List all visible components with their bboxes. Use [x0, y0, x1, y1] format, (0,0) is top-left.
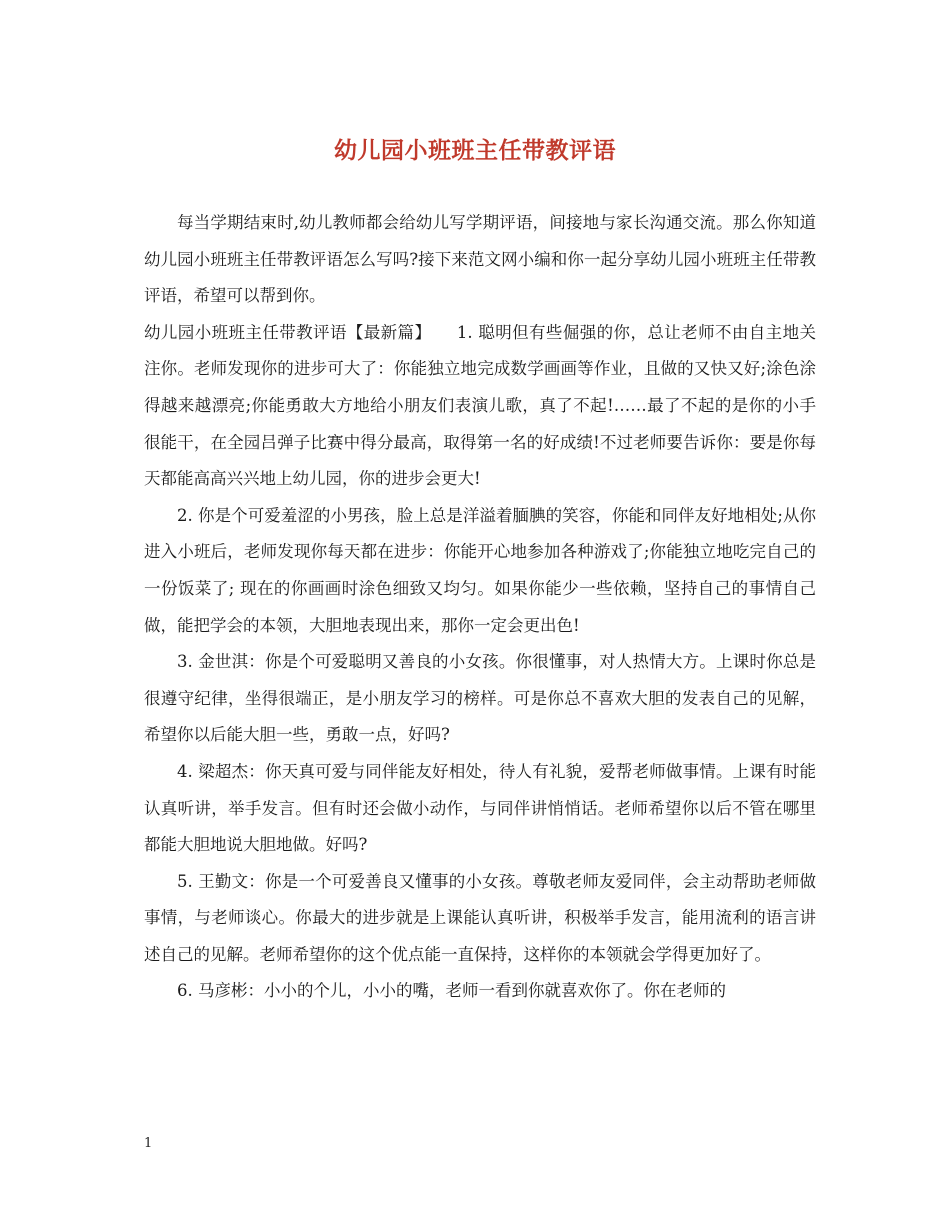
comment-paragraph-1: 幼儿园小班班主任带教评语【最新篇】 1. 聪明但有些倔强的你，总让老师不由自主地关注你。老师发现你的进步可大了：你能独立地完成数学画画等作业，且做的又快又好;涂色涂得越来越漂亮;你能勇敢大方地给小朋友们表演儿歌，真了不起!……最了不起的是你的小手很能干，在全园吕弹子比赛中得分最高，取得第一名的好成绩!不过老师要告诉你：要是你每天都能高高兴兴地上幼儿园，你的进步会更大!: [144, 322, 816, 489]
comment-paragraph-4: 4. 梁超杰：你天真可爱与同伴能友好相处，待人有礼貌，爱帮老师做事情。上课有时能认真听讲，举手发言。但有时还会做小动作，与同伴讲悄悄话。老师希望你以后不管在哪里都能大胆地说大胆地做。好吗?: [144, 761, 816, 855]
document-body: [144, 205, 816, 1010]
page-number: 1: [144, 1136, 153, 1151]
comment-paragraph-2: 2. 你是个可爱羞涩的小男孩，脸上总是洋溢着腼腆的笑容，你能和同伴友好地相处;从你进入小班后，老师发现你每天都在进步：你能开心地参加各种游戏了;你能独立地吃完自己的一份饭菜了; 现在的你画画时涂色细致又均匀。如果你能少一些依赖，坚持自己的事情自己做，能把学会的本领，大胆地表现出来，那你一定会更出色!: [144, 505, 816, 635]
comment-paragraph-6: 6. 马彦彬：小小的个儿，小小的嘴，老师一看到你就喜欢你了。你在老师的: [177, 981, 726, 1001]
comment-paragraph-5: 5. 王勤文：你是一个可爱善良又懂事的小女孩。尊敬老师友爱同伴，会主动帮助老师做事情，与老师谈心。你最大的进步就是上课能认真听讲，积极举手发言，能用流利的语言讲述自己的见解。老师希望你的这个优点能一直保持，这样你的本领就会学得更加好了。: [144, 871, 816, 964]
comment-paragraph-3: 3. 金世淇：你是个可爱聪明又善良的小女孩。你很懂事，对人热情大方。上课时你总是很遵守纪律，坐得很端正，是小朋友学习的榜样。可是你总不喜欢大胆的发表自己的见解，希望你以后能大胆一些，勇敢一点，好吗?: [144, 652, 816, 745]
page-title: 幼儿园小班班主任带教评语: [334, 137, 616, 164]
intro-paragraph: 每当学期结束时,幼儿教师都会给幼儿写学期评语，间接地与家长沟通交流。那么你知道幼儿园小班班主任带教评语怎么写吗?接下来范文网小编和你一起分享幼儿园小班班主任带教评语，希望可以帮到你。: [144, 213, 816, 306]
